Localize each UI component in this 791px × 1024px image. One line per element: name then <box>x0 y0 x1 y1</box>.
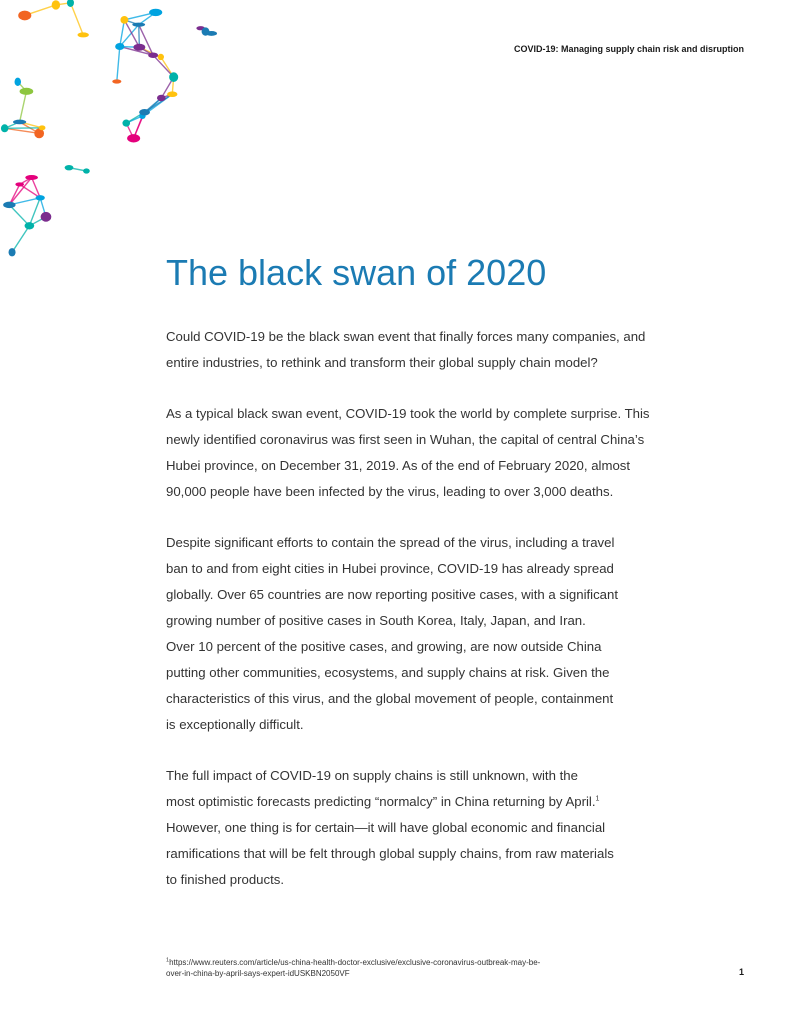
network-link <box>70 3 83 35</box>
network-node <box>169 72 178 82</box>
network-node <box>149 9 162 16</box>
network-node <box>157 95 166 102</box>
network-node <box>1 124 8 132</box>
text-line: Could COVID-19 be the black swan event that finally forces many companies, and <box>166 329 646 344</box>
network-node <box>148 52 158 58</box>
text-line: putting other communities, ecosystems, and supply chains at risk. Given the <box>166 665 610 680</box>
text-line: Hubei province, on December 31, 2019. As of the end of February 2020, almost <box>166 458 631 473</box>
network-link <box>9 205 29 226</box>
network-node <box>67 0 74 7</box>
network-node <box>139 109 150 115</box>
text-line: As a typical black swan event, COVID-19 took the world by complete surprise. This <box>166 406 650 421</box>
text-line: 90,000 people have been infected by the virus, leading to over 3,000 deaths. <box>166 484 614 499</box>
network-node <box>83 168 90 173</box>
network-node <box>112 79 121 83</box>
network-node <box>167 91 177 97</box>
network-node <box>25 222 35 229</box>
text-line: ramifications that will be felt through global supply chains, from raw materials <box>166 846 614 861</box>
network-node <box>202 27 210 35</box>
text-line: However, one thing is for certain—it will have global economic and financial <box>166 820 606 835</box>
text-line: ban to and from eight cities in Hubei province, COVID-19 has already spread <box>166 561 614 576</box>
network-node <box>65 165 74 170</box>
network-node <box>18 11 31 21</box>
network-node <box>77 32 88 37</box>
network-node <box>115 43 124 50</box>
text-line <box>166 789 686 815</box>
paragraph-spread <box>166 530 686 738</box>
text-line: is exceptionally difficult. <box>166 717 304 732</box>
footnote <box>166 957 540 979</box>
footnote-link[interactable]: https://www.reuters.com/article/us-china-health-doctor-exclusive/exclusive-coronavirus-outbreak-may-be- <box>169 958 541 967</box>
paragraph-intro <box>166 324 686 376</box>
network-node <box>132 23 145 27</box>
text-line: Over 10 percent of the positive cases, and growing, are now outside China <box>166 639 602 654</box>
network-node <box>158 54 164 60</box>
text-line: newly identified coronavirus was first seen in Wuhan, the capital of central China’s <box>166 432 645 447</box>
network-sphere-graphic <box>0 0 260 280</box>
text-line: globally. Over 65 countries are now reporting positive cases, with a significant <box>166 587 619 602</box>
network-node <box>52 0 60 9</box>
page-title: The black swan of 2020 <box>166 252 547 293</box>
footnote-line <box>166 957 540 968</box>
text-line: characteristics of this virus, and the global movement of people, containment <box>166 691 614 706</box>
page-number: 1 <box>738 967 744 977</box>
network-node <box>39 125 46 130</box>
paragraph-impact <box>166 763 686 893</box>
network-node <box>36 195 45 200</box>
network-node <box>15 182 24 186</box>
running-header: COVID-19: Managing supply chain risk and disruption <box>513 44 744 54</box>
network-node <box>15 78 21 86</box>
text-line: entire industries, to rethink and transform their global supply chain model? <box>166 355 598 370</box>
article-body <box>166 324 686 918</box>
network-link <box>20 91 27 122</box>
text-line: The full impact of COVID-19 on supply chains is still unknown, with the <box>166 768 578 783</box>
text-line: Despite significant efforts to contain the spread of the virus, including a travel <box>166 535 615 550</box>
network-link <box>117 47 120 82</box>
footnote-line[interactable]: over-in-china-by-april-says-expert-idUSKBN2050VF <box>166 969 350 978</box>
network-node <box>3 202 15 208</box>
network-node <box>41 212 52 222</box>
text-line-content: most optimistic forecasts predicting “normalcy” in China returning by April. <box>166 794 596 809</box>
network-node <box>120 16 128 24</box>
network-link <box>12 226 29 252</box>
network-node <box>20 88 34 95</box>
footnote-marker: 1 <box>166 957 170 964</box>
text-line: growing number of positive cases in South Korea, Italy, Japan, and Iran. <box>166 613 586 628</box>
network-node <box>13 120 26 125</box>
network-node <box>25 175 38 180</box>
network-node <box>133 44 145 51</box>
footnote-reference[interactable]: 1 <box>595 795 600 803</box>
network-node <box>9 248 16 256</box>
paragraph-surprise <box>166 401 686 505</box>
network-node <box>127 134 140 142</box>
text-line: to finished products. <box>166 872 285 887</box>
network-node <box>122 120 130 127</box>
